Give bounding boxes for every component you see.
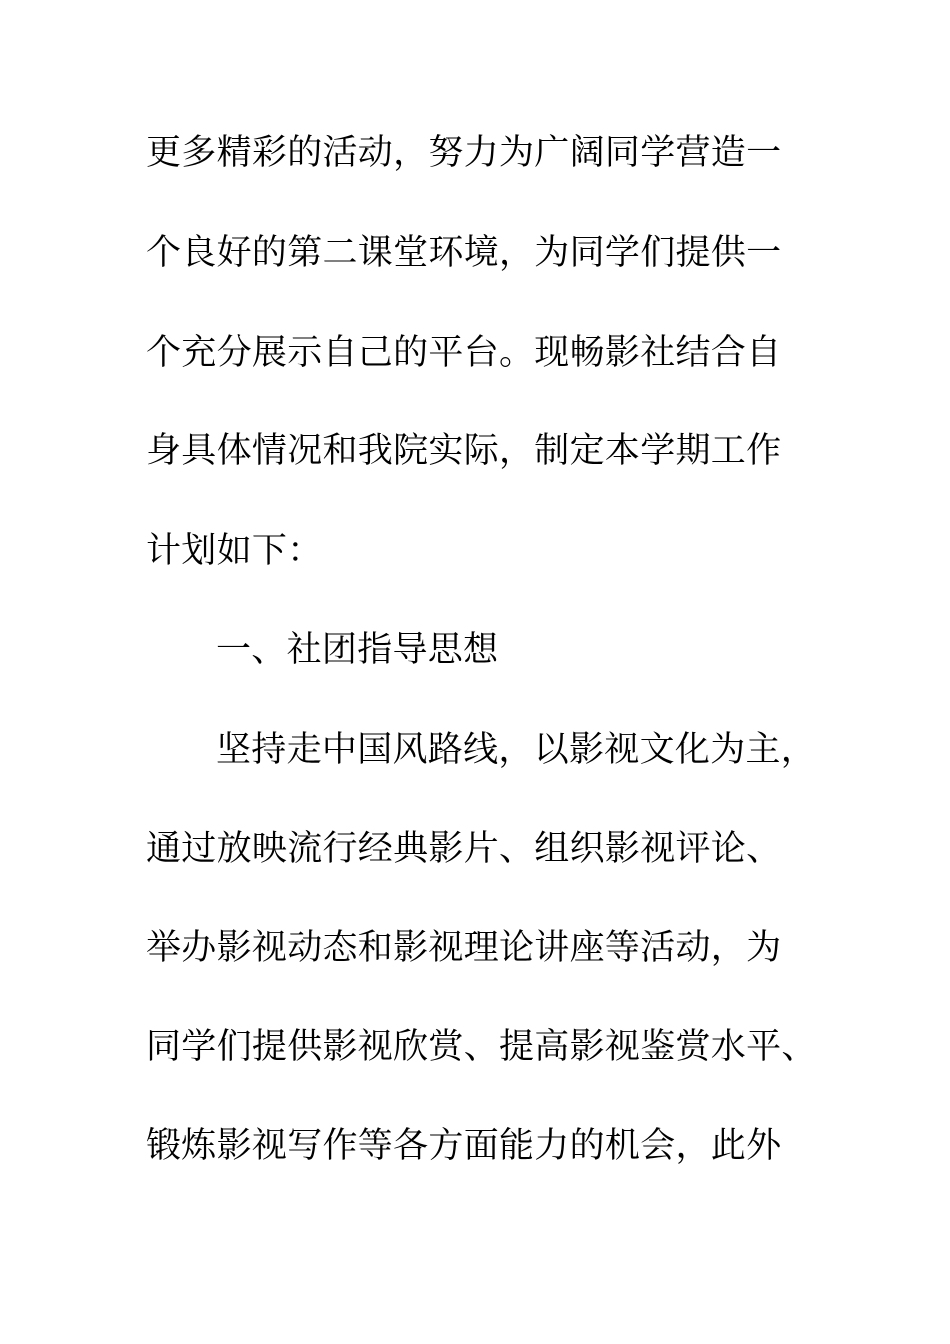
- body-text-line: 更多精彩的活动，努力为广阔同学营造一: [146, 133, 782, 173]
- section-heading: 一、社团指导思想: [216, 630, 499, 670]
- body-text-line: 个良好的第二课堂环境，为同学们提供一: [146, 233, 782, 273]
- body-text-line: 举办影视动态和影视理论讲座等活动，为: [146, 928, 782, 968]
- paragraph-first-line: 坚持走中国风路线，以影视文化为主，: [216, 730, 817, 770]
- body-text-line: 通过放映流行经典影片、组织影视评论、: [146, 829, 782, 869]
- body-text-line: 同学们提供影视欣赏、提高影视鉴赏水平、: [146, 1027, 817, 1067]
- body-text-line: 计划如下：: [146, 531, 323, 571]
- body-text-line: 锻炼影视写作等各方面能力的机会，此外: [146, 1126, 782, 1166]
- body-text-line: 个充分展示自己的平台。现畅影社结合自: [146, 333, 782, 373]
- body-text-line: 身具体情况和我院实际，制定本学期工作: [146, 431, 782, 471]
